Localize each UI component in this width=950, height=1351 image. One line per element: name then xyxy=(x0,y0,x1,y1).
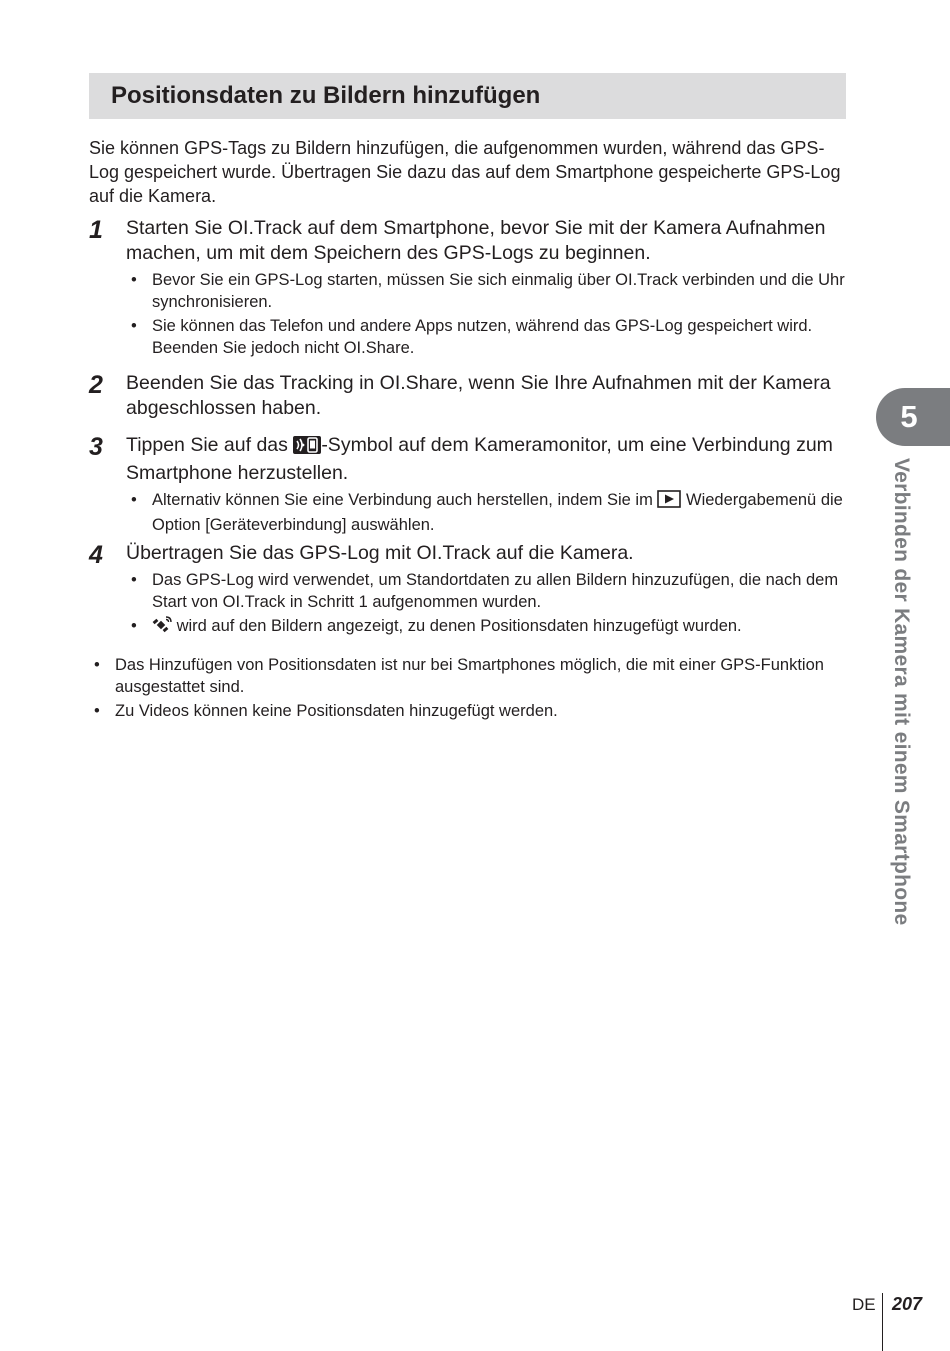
bullet-item xyxy=(126,489,849,536)
note-text: Zu Videos können keine Positionsdaten hinzugefügt werden. xyxy=(115,702,558,720)
step-bullets xyxy=(126,489,849,536)
chapter-label: Verbinden der Kamera mit einem Smartphone xyxy=(890,458,913,926)
bullet-dot: • xyxy=(94,702,100,720)
step-bullets xyxy=(126,269,849,359)
bullet-dot: • xyxy=(131,617,137,635)
step-text: Übertragen Sie das GPS-Log mit OI.Track auf die Kamera. xyxy=(126,542,634,564)
intro-paragraph: Sie können GPS-Tags zu Bildern hinzufügen, die aufgenommen wurden, während das GPS-Log gespeichert wurde. Übertragen Sie dazu das auf dem Smartphone gespeicherte GPS-Log auf die Kamera. xyxy=(89,138,841,206)
page-number: 207 xyxy=(892,1294,923,1314)
bullet-dot: • xyxy=(94,656,100,674)
step-text-part: Tippen Sie auf das xyxy=(126,434,294,456)
step-1 xyxy=(89,216,849,361)
footer-divider xyxy=(882,1293,883,1351)
chapter-number: 5 xyxy=(900,399,918,434)
step-4 xyxy=(89,541,849,642)
chapter-tab xyxy=(876,388,950,446)
section-title-bar xyxy=(89,73,846,119)
bullet-text: Wiedergabemenü die Option [Geräteverbindung] auswählen. xyxy=(152,491,843,534)
step-number: 2 xyxy=(89,371,103,399)
step-text-part: -Symbol auf dem Kameramonitor, um eine Verbindung zum Smartphone herzustellen. xyxy=(126,434,833,484)
step-text: Beenden Sie das Tracking in OI.Share, wenn Sie Ihre Aufnahmen mit der Kamera abgeschlossen haben. xyxy=(126,372,831,419)
step-number: 1 xyxy=(89,216,103,244)
note-item xyxy=(89,654,849,698)
bullet-dot: • xyxy=(131,271,137,289)
bullet-item xyxy=(126,615,849,640)
bullet-text: Alternativ können Sie eine Verbindung auch herstellen, indem Sie im xyxy=(152,491,658,509)
notes-list xyxy=(89,654,849,724)
step-3 xyxy=(89,433,849,538)
step-text xyxy=(126,433,849,486)
bullet-dot: • xyxy=(131,491,137,509)
note-text: Das Hinzufügen von Positionsdaten ist nur bei Smartphones möglich, die mit einer GPS-Funktion ausgestattet sind. xyxy=(115,656,824,696)
bullet-text: Bevor Sie ein GPS-Log starten, müssen Sie sich einmalig über OI.Track verbinden und die Uhr synchronisieren. xyxy=(152,271,845,311)
playback-icon xyxy=(657,490,681,514)
bullet-item xyxy=(126,569,849,613)
step-text: Starten Sie OI.Track auf dem Smartphone, bevor Sie mit der Kamera Aufnahmen machen, um mit dem Speichern des GPS-Logs zu beginnen. xyxy=(126,217,826,264)
step-bullets xyxy=(126,569,849,640)
footer-language: DE xyxy=(852,1295,876,1314)
bullet-text: Sie können das Telefon und andere Apps nutzen, während das GPS-Log gespeichert wird. Beenden Sie jedoch nicht OI.Share. xyxy=(152,317,813,357)
page-title: Positionsdaten zu Bildern hinzufügen xyxy=(111,82,541,109)
wifi-connect-icon xyxy=(293,436,321,461)
bullet-dot: • xyxy=(131,317,137,335)
step-2 xyxy=(89,371,849,421)
step-number: 4 xyxy=(89,541,103,569)
bullet-text: wird auf den Bildern angezeigt, zu denen Positionsdaten hinzugefügt wurden. xyxy=(172,617,742,635)
bullet-item xyxy=(126,269,849,313)
bullet-dot: • xyxy=(131,571,137,589)
bullet-item xyxy=(126,315,849,359)
satellite-icon xyxy=(152,616,172,640)
bullet-text: Das GPS-Log wird verwendet, um Standortdaten zu allen Bildern hinzuzufügen, die nach dem Start von OI.Track in Schritt 1 aufgenommen wurden. xyxy=(152,571,839,611)
step-number: 3 xyxy=(89,433,103,461)
note-item xyxy=(89,700,849,722)
